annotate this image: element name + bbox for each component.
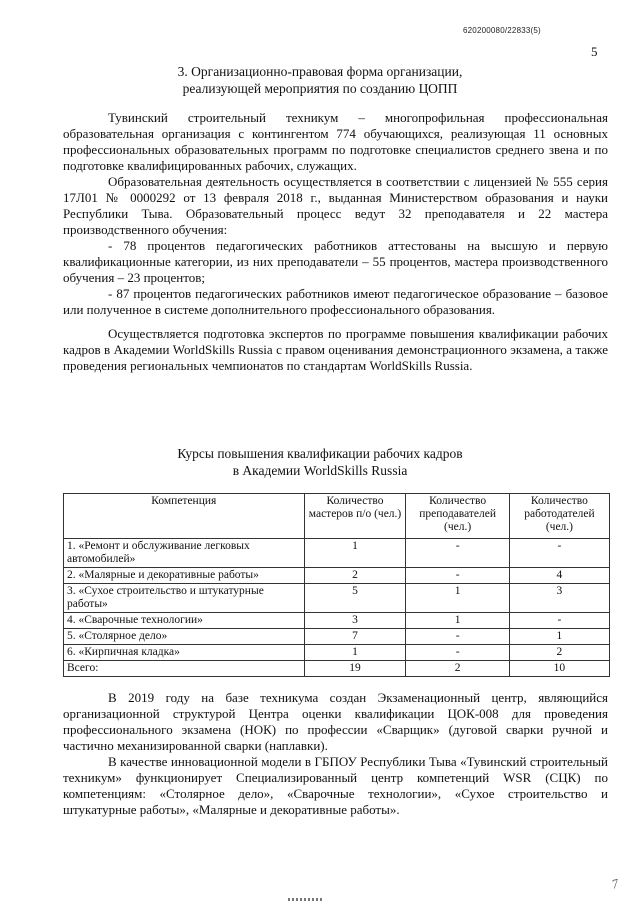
paragraph-experts: Осуществляется подготовка экспертов по программе повышения квалификации рабочих кадров в Академии WorldSkills Russia с правом оценивания демонстрационного экзамена, а также проведения региональных чемпионатов по стандартам WorldSkills Russia. bbox=[63, 326, 608, 373]
table-row bbox=[64, 613, 610, 629]
table-total-row bbox=[64, 661, 610, 677]
cell-total-teachers: 2 bbox=[406, 661, 509, 677]
table-title bbox=[80, 445, 560, 479]
cell-masters: 7 bbox=[304, 629, 406, 645]
section-heading-line-2: реализующей мероприятия по созданию ЦОПП bbox=[182, 81, 458, 96]
cell-employers: 4 bbox=[509, 568, 609, 584]
scan-smudge bbox=[288, 898, 324, 901]
header-masters: Количество мастеров п/о (чел.) bbox=[304, 494, 406, 539]
cell-competency: 4. «Сварочные технологии» bbox=[64, 613, 305, 629]
cell-masters: 2 bbox=[304, 568, 406, 584]
cell-employers: - bbox=[509, 613, 609, 629]
cell-employers: - bbox=[509, 539, 609, 568]
cell-teachers: 1 bbox=[406, 584, 509, 613]
table-row bbox=[64, 629, 610, 645]
cell-employers: 3 bbox=[509, 584, 609, 613]
cell-masters: 5 bbox=[304, 584, 406, 613]
table-row bbox=[64, 539, 610, 568]
cell-competency: 3. «Сухое строительство и штукатурные работы» bbox=[64, 584, 305, 613]
paragraph-bullet-1: - 78 процентов педагогических работников аттестованы на высшую и первую квалификационные категории, из них преподаватели – 55 процентов, мастера производственного обучения – 23 процентов; bbox=[63, 238, 608, 285]
paragraph-license: Образовательная деятельность осуществляется в соответствии с лицензией № 555 серия 17Л01 № 0000292 от 13 февраля 2018 г., выданная Министерством образования и науки Республики Тыва. Образовательный процесс ведут 32 преподавателя и 22 мастера производственного обучения: bbox=[63, 174, 608, 237]
cell-total-employers: 10 bbox=[509, 661, 609, 677]
cell-teachers: - bbox=[406, 629, 509, 645]
cell-total-masters: 19 bbox=[304, 661, 406, 677]
header-teachers: Количество преподавателей (чел.) bbox=[406, 494, 509, 539]
table-title-line-1: Курсы повышения квалификации рабочих кадров bbox=[177, 446, 463, 461]
table-header-row bbox=[64, 494, 610, 539]
paragraph-innovation: В качестве инновационной модели в ГБПОУ Республики Тыва «Тувинский строительный техникум» функционирует Специализированный центр компетенций WSR (СЦК) по компетенциям: «Столярное дело», «Сварочные технологии», «Сухое строительство и штукатурные работы», «Малярные и декоративные работы». bbox=[63, 754, 608, 817]
cell-masters: 3 bbox=[304, 613, 406, 629]
page-number: 5 bbox=[591, 44, 598, 59]
cell-employers: 2 bbox=[509, 645, 609, 661]
cell-teachers: - bbox=[406, 539, 509, 568]
header-employers: Количество работодателей (чел.) bbox=[509, 494, 609, 539]
body-text-upper bbox=[63, 110, 608, 374]
cell-competency: 6. «Кирпичная кладка» bbox=[64, 645, 305, 661]
document-id: 620200080/22833(5) bbox=[463, 26, 541, 35]
paragraph-intro: Тувинский строительный техникум – многопрофильная профессиональная образовательная организация с контингентом 774 обучающихся, реализующая 11 основных профессиональных образовательных программ по подготовке специалистов среднего звена и по подготовке квалифицированных рабочих, служащих. bbox=[63, 110, 608, 173]
cell-teachers: - bbox=[406, 568, 509, 584]
paragraph-exam-center: В 2019 году на базе техникума создан Экзаменационный центр, являющийся организационной структурой Центра оценки квалификации ЦОК-008 для проведения профессионального экзамена (НОК) по профессии «Сварщик» (дуговой сварки ручной и частично механизированной сварки (наплавки). bbox=[63, 690, 608, 753]
cell-competency: 2. «Малярные и декоративные работы» bbox=[64, 568, 305, 584]
courses-table bbox=[63, 493, 610, 677]
cell-competency: 1. «Ремонт и обслуживание легковых автомобилей» bbox=[64, 539, 305, 568]
table-row bbox=[64, 568, 610, 584]
table-row bbox=[64, 645, 610, 661]
cell-employers: 1 bbox=[509, 629, 609, 645]
section-heading bbox=[90, 63, 550, 97]
body-text-lower bbox=[63, 690, 608, 818]
header-competency: Компетенция bbox=[64, 494, 305, 539]
section-heading-line-1: 3. Организационно-правовая форма организации, bbox=[177, 64, 463, 79]
cell-teachers: 1 bbox=[406, 613, 509, 629]
cell-masters: 1 bbox=[304, 645, 406, 661]
table-row bbox=[64, 584, 610, 613]
handwritten-page-mark: 7 bbox=[610, 875, 621, 892]
table-title-line-2: в Академии WorldSkills Russia bbox=[232, 463, 408, 478]
paragraph-bullet-2: - 87 процентов педагогических работников имеют педагогическое образование – базовое или полученное в системе дополнительного профессионального образования. bbox=[63, 286, 608, 317]
cell-teachers: - bbox=[406, 645, 509, 661]
cell-masters: 1 bbox=[304, 539, 406, 568]
cell-total-label: Всего: bbox=[64, 661, 305, 677]
cell-competency: 5. «Столярное дело» bbox=[64, 629, 305, 645]
